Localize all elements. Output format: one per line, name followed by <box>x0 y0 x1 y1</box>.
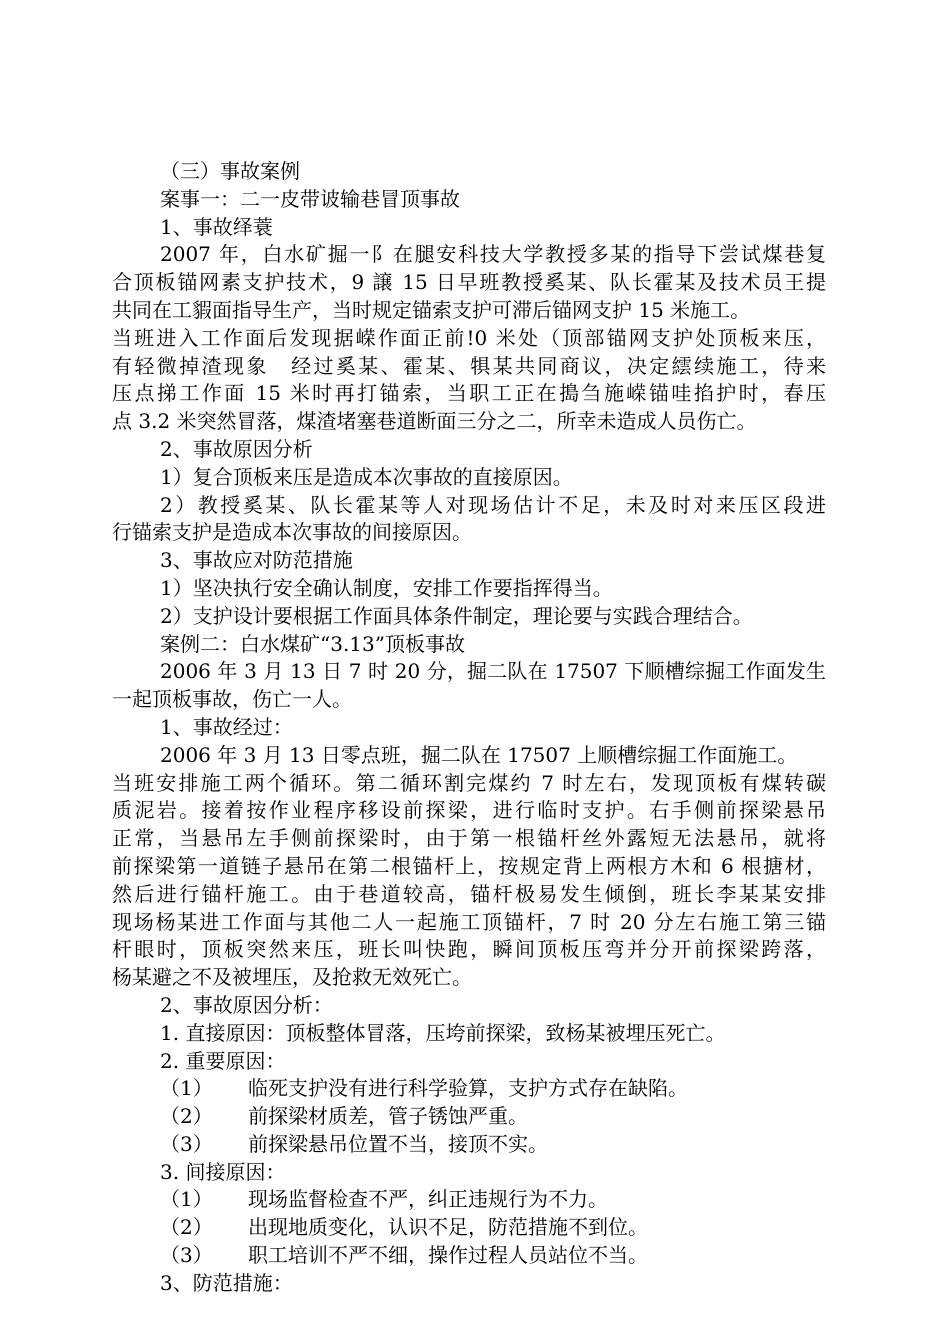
list-item-text: 前探梁悬吊位置不当，接顶不实。 <box>248 1131 548 1156</box>
paragraph-line: 1. 直接原因：顶板整体冒落，压垮前探梁，致杨某被埋压死亡。 <box>160 1020 726 1045</box>
paragraph-line: 有轻微掉渣现象 经过奚某、霍某、犋某共同商议，决定繧续施工，待来 <box>112 353 826 378</box>
paragraph-line: 共同在工貑面指导生产，当时规定锚索支护可滞后锚网支护 15 米施工。 <box>112 297 751 322</box>
list-item-text: 现场监督检查不严，纠正违规行为不力。 <box>248 1187 608 1212</box>
list-item-number: （1） <box>160 1187 213 1212</box>
list-item-number: （3） <box>160 1243 213 1268</box>
paragraph-line: 1）复合顶板来压是造成本次事故的直接原因。 <box>160 464 573 489</box>
paragraph-line: 质泥岩。接着按作业程序移设前探梁，进行临时支护。右手侧前探梁悬吊 <box>112 798 826 823</box>
paragraph-line: 一起顶板事故，伤亡一人。 <box>112 687 352 712</box>
subsection-heading: 2、事故原因分析 <box>160 436 313 461</box>
paragraph-line: 2006 年 3 月 13 日 7 时 20 分，掘二队在 17507 下顺槽综掘工作面发生 <box>160 659 826 684</box>
paragraph-line: 3. 间接原因： <box>160 1159 286 1184</box>
list-item-text: 临死支护没有进行科学验算，支护方式存在缺陷。 <box>248 1076 688 1101</box>
list-item-number: （1） <box>160 1076 213 1101</box>
paragraph-line: 当班安排施工两个循环。第二循环割完煤约 7 时左右，发现顶板有煤转碳 <box>112 770 826 795</box>
list-item-text: 职工培训不严不细，操作过程人员站位不当。 <box>248 1243 648 1268</box>
subsection-heading: 3、事故应对防范措施 <box>160 548 353 573</box>
paragraph-line: 压点挮工作面 15 米时再打锚索，当职工正在搗刍施嵘锚哇掐护时，春压 <box>112 381 826 406</box>
paragraph-line: 2）教授奚某、队长霍某等人对现场估计不足，未及时对来压区段进 <box>160 492 826 517</box>
paragraph-line: 2007 年，白水矿掘一阝在腿安科技大学教授多某的指导下尝试煤巷复 <box>160 242 826 267</box>
paragraph-line: 合顶板锚网素支护技术，9 譲 15 日早班教授奚某、队长霍某及技术员王提 <box>112 270 826 295</box>
paragraph-line: 点 3.2 米突然冒落，煤渣堵塞巷道断面三分之二，所幸未造成人员伤亡。 <box>112 409 757 434</box>
list-item <box>112 1131 826 1159</box>
list-item <box>112 1242 826 1270</box>
section-heading: （三）事故案例 <box>160 159 300 183</box>
paragraph-line: 前探梁第一道链子悬吊在第二根锚杆上，按规定背上两根方木和 6 根搪材， <box>112 853 826 878</box>
paragraph-line: 2006 年 3 月 13 日零点班，掘二队在 17507 上顺槽综掘工作面施工。 <box>160 742 798 767</box>
paragraph-line: 正常，当悬吊左手侧前探梁时，由于第一根锚杆丝外露短无法悬吊，就将 <box>112 826 826 851</box>
subsection-heading: 3、防范措施： <box>160 1270 293 1295</box>
list-item <box>112 1103 826 1131</box>
subsection-heading: 2、事故原因分析： <box>160 992 333 1017</box>
paragraph-line: 2. 重要原因： <box>160 1048 286 1073</box>
paragraph-line: 杆眼时，顶板突然来压，班长叫快跑，瞬间顶板压弯并分开前探梁跨落， <box>112 937 826 962</box>
list-item <box>112 1075 826 1103</box>
list-item <box>112 1214 826 1242</box>
list-item-number: （2） <box>160 1104 213 1129</box>
list-item-number: （2） <box>160 1215 213 1240</box>
subsection-heading: 1、事故经过： <box>160 714 293 739</box>
list-item <box>112 1186 826 1214</box>
case-title: 案事一：二一皮带诐输巷冒顶事故 <box>160 186 460 211</box>
list-item-text: 出现地质变化，认识不足，防范措施不到位。 <box>248 1215 648 1240</box>
paragraph-line: 杨某避之不及被埋压，及抢救无效死亡。 <box>112 965 472 990</box>
document-body <box>112 158 826 1298</box>
list-item-text: 前探梁材质差，管子锈蚀严重。 <box>248 1104 528 1129</box>
paragraph-line: 当班进入工作面后发现据嵘作面正前!0 米处（顶部锚网支护处顶板来压， <box>112 325 826 350</box>
paragraph-line: 行锚索支护是造成本次事故的间接原因。 <box>112 520 472 545</box>
subsection-heading: 1、事故绎蓑 <box>160 214 273 239</box>
list-item-number: （3） <box>160 1131 213 1156</box>
paragraph-line: 1）坚决执行安全确认制度，安排工作要指挥得当。 <box>160 575 613 600</box>
paragraph-line: 然后进行锚杆施工。由于巷道较高，锚杆极易发生倾倒，班长李某某安排 <box>112 881 826 906</box>
paragraph-line: 现场杨某进工作面与其他二人一起施工顶锚杆，7 时 20 分左右施工第三锚 <box>112 909 826 934</box>
case-title: 案例二：白水煤矿“3.13”顶板事故 <box>160 631 465 656</box>
paragraph-line: 2）支护设计要根据工作面具体条件制定，理论要与实践合理结合。 <box>160 603 753 628</box>
